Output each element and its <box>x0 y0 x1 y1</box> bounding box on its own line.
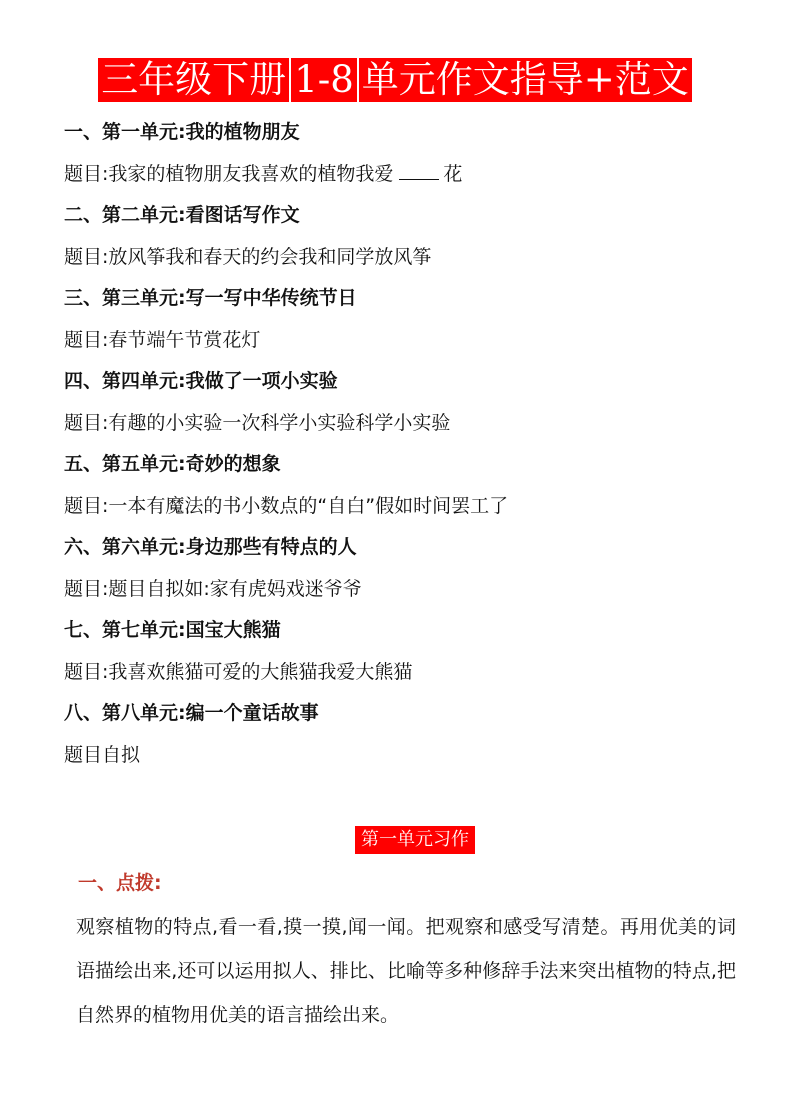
unit-heading-8: 八、第八单元:编一个童话故事 <box>64 702 319 724</box>
unit-topic-2: 题目:放风筝我和春天的约会我和同学放风筝 <box>64 246 432 268</box>
title-part-range: 1-8 <box>291 58 357 102</box>
unit-topic-1-suffix: 花 <box>443 163 463 185</box>
title-part-grade: 三年级下册 <box>98 58 289 102</box>
unit-topic-4: 题目:有趣的小实验一次科学小实验科学小实验 <box>64 412 451 434</box>
unit-heading-6: 六、第六单元:身边那些有特点的人 <box>64 536 357 558</box>
fill-in-blank <box>399 159 439 180</box>
unit-topic-1-text: 题目:我家的植物朋友我喜欢的植物我爱 <box>64 163 394 185</box>
unit-topic-6: 题目:题目自拟如:家有虎妈戏迷爷爷 <box>64 578 362 600</box>
point-heading: 一、点拨: <box>78 872 162 894</box>
unit-heading-5: 五、第五单元:奇妙的想象 <box>64 453 281 475</box>
unit-topic-3: 题目:春节端午节赏花灯 <box>64 329 261 351</box>
point-body: 观察植物的特点,看一看,摸一摸,闻一闻。把观察和感受写清楚。再用优美的词语描绘出来,还可以运用拟人、排比、比喻等多种修辞手法来突出植物的特点,把自然界的植物用优美的语言描绘出来。 <box>76 916 736 1026</box>
unit-heading-3: 三、第三单元:写一写中华传统节日 <box>64 287 357 309</box>
section-title-row <box>0 826 790 854</box>
unit-heading-1: 一、第一单元:我的植物朋友 <box>64 121 300 143</box>
unit-topic-8: 题目自拟 <box>64 744 141 766</box>
title-part-subject: 单元作文指导+范文 <box>359 58 692 102</box>
unit-topic-5: 题目:一本有魔法的书小数点的“自白”假如时间罢工了 <box>64 495 509 517</box>
unit-heading-2: 二、第二单元:看图话写作文 <box>64 204 300 226</box>
unit-heading-4: 四、第四单元:我做了一项小实验 <box>64 370 338 392</box>
unit-list <box>64 112 744 776</box>
unit-heading-7: 七、第七单元:国宝大熊猫 <box>64 619 281 641</box>
section-title: 第一单元习作 <box>355 826 475 854</box>
unit-topic-7: 题目:我喜欢熊猫可爱的大熊猫我爱大熊猫 <box>64 661 413 683</box>
unit-topic-1 <box>64 153 744 195</box>
document-title <box>0 58 790 102</box>
